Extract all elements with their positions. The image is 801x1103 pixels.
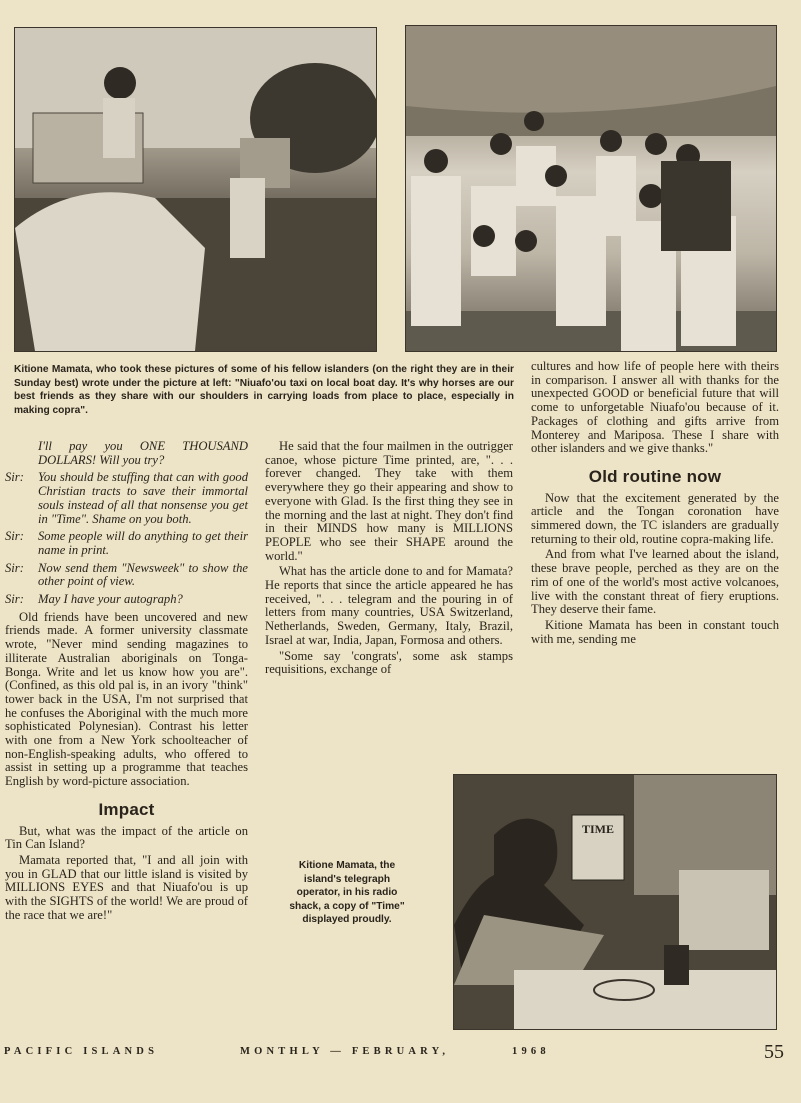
- photo-radio-shack: [453, 774, 777, 1030]
- radio-shack-illustration: [454, 775, 776, 1029]
- page-footer: [4, 1041, 784, 1069]
- body-paragraph: Mamata reported that, "I and all join with you in GLAD that our little island is visited by MILLIONS EYES and that Niuafo'ou is up with the SIGHTS of the world! We are proud of the race that we are!": [5, 852, 248, 922]
- islanders-group-illustration: [406, 26, 776, 351]
- photo-islanders-sunday-best: [405, 25, 777, 352]
- body-paragraph: And from what I've learned about the island, these brave people, perched as they are on the rim of one of the world's most active volcanoes, live with the constant threat of fiery eruptions. They deserve their fame.: [531, 547, 779, 617]
- page-number: 55: [764, 1041, 784, 1063]
- letter-salutation: Sir:: [5, 470, 24, 485]
- letter-text: May I have your autograph?: [38, 592, 183, 607]
- body-paragraph: He said that the four mailmen in the outrigger canoe, whose picture Time printed, are, ". . . forever changed. They take with them everywhere they go their appearing and show to everyone with Glad. Is the first thing they see in the morning and the last at night. They don't find in their MINDS how many is MILLIONS PEOPLE who see their SHAPE around the world.": [265, 439, 513, 563]
- letter-salutation: Sir:: [5, 529, 24, 544]
- letter-text: Now send them "Newsweek" to show the other point of view.: [38, 560, 248, 589]
- letter-salutation: Sir:: [5, 560, 24, 575]
- article-column-2: [265, 440, 513, 679]
- body-paragraph: "Some say 'congrats', some ask stamps requisitions, exchange of: [265, 648, 513, 677]
- footer-year: 1968: [512, 1046, 550, 1057]
- article-column-3: [531, 360, 779, 648]
- letter-text: I'll pay you ONE THOUSAND DOLLARS! Will you try?: [38, 439, 248, 467]
- reader-letter: [5, 440, 248, 467]
- reader-letter: [5, 562, 248, 589]
- letter-text: Some people will do anything to get their name in print.: [38, 529, 248, 557]
- footer-magazine-name: PACIFIC ISLANDS: [4, 1046, 159, 1057]
- time-magazine-cover: TIME: [581, 822, 615, 836]
- horse-taxi-illustration: [15, 28, 376, 351]
- section-heading-impact: Impact: [98, 799, 155, 819]
- article-column-1: [5, 440, 248, 925]
- letter-salutation: Sir:: [5, 592, 24, 607]
- letter-text: You should be stuffing that can with good Christian tracts to save their immortal souls instead of all that nonsense you get in "Time". Shame on you both.: [38, 470, 248, 526]
- body-paragraph: Kitione Mamata has been in constant touch with me, sending me: [531, 617, 779, 646]
- radio-photo-caption: Kitione Mamata, the island's telegraph operator, in his radio shack, a copy of "Time" displayed proudly.: [289, 860, 405, 925]
- body-paragraph: Old friends have been uncovered and new friends made. A former university classmate wrote, "Never mind sending magazines to illiterate Australian aboriginals on Tonga-Bonga. Write and let us know how you are". (Confined, as this old pal is, in an ivory "think" tower back in the USA, I'm not surprised that he confuses the Aboriginal with the much more sophisticated Polynesian). Contrast his letter with one from a New York schoolteacher of non-English-speaking adults, who offered to assist in setting up a programme that teaches English by word-picture association.: [5, 609, 248, 789]
- section-heading-old-routine: Old routine now: [588, 466, 722, 486]
- footer-issue: MONTHLY — FEBRUARY,: [240, 1046, 450, 1057]
- body-paragraph: But, what was the impact of the article on Tin Can Island?: [5, 823, 248, 852]
- body-paragraph: Now that the excitement generated by the article and the Tongan coronation have simmered down, the TC islanders are gradually returning to their old, routine copra-making life.: [531, 490, 779, 546]
- reader-letter: [5, 530, 248, 557]
- top-photo-caption: Kitione Mamata, who took these pictures of some of his fellow islanders (on the right they are in their Sunday best) wrote under the picture at left: "Niuafo'ou taxi on local boat day. It's why horses are our best friends as they share with our shoulders in carrying loads from place to place, especially in making copra".: [14, 364, 514, 416]
- photo-horse-taxi: [14, 27, 377, 352]
- reader-letter: [5, 593, 248, 607]
- reader-letter: [5, 471, 248, 526]
- body-paragraph: What has the article done to and for Mamata? He reports that since the article appeared he has received, ". . . telegram and the pouring in of letters from many countries, USA Switzerland, Netherlands, Sweden, Germany, Italy, Brazil, Israel at war, India, Japan, Formosa and others.: [265, 564, 513, 647]
- body-paragraph: cultures and how life of people here with theirs in comparison. I answer all with thanks for the unexpected GOOD or beneficial future that will come to unforgetable Niuafo'ou because of it. Packages of clothing and gifts arrive from Monterey and Mariposa. These I share with other islanders and we give thanks.": [531, 359, 779, 456]
